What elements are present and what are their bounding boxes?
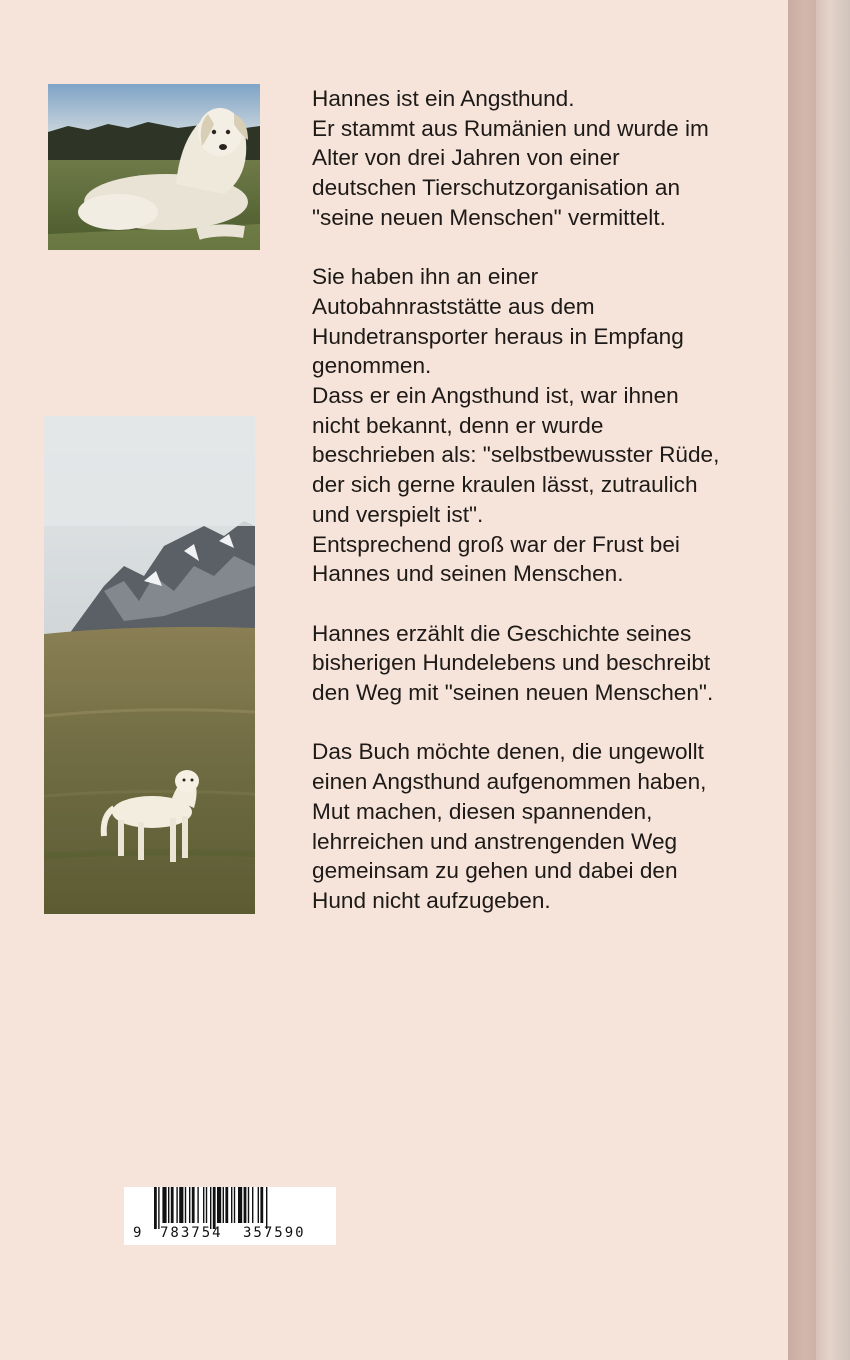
- barcode-bar: [260, 1187, 263, 1223]
- blurb-line: "seine neuen Menschen" vermittelt.: [312, 204, 666, 230]
- blurb-line: Hund nicht aufzugeben.: [312, 887, 551, 913]
- photo-dog-standing-mountain: [44, 416, 255, 914]
- blurb-paragraph-3: [312, 619, 762, 708]
- blurb-line: Er stammt aus Rumänien und wurde im: [312, 115, 709, 141]
- blurb-line: einen Angsthund aufgenommen haben,: [312, 769, 707, 795]
- barcode-bar: [258, 1187, 259, 1223]
- blurb-line: genommen.: [312, 353, 432, 379]
- barcode-right-digits: 357590: [243, 1225, 306, 1241]
- book-spine: [788, 0, 816, 1360]
- barcode-bar: [168, 1187, 169, 1223]
- blurb-line: deutschen Tierschutzorganisation an: [312, 175, 681, 201]
- barcode-bar: [231, 1187, 232, 1223]
- barcode-bar: [223, 1187, 224, 1223]
- front-cover-edge: [816, 0, 850, 1360]
- blurb-line: bisherigen Hundelebens und beschreibt: [312, 650, 711, 676]
- barcode-digits: [124, 1223, 336, 1245]
- blurb-line: den Weg mit "seinen neuen Menschen".: [312, 680, 714, 706]
- blurb-paragraph-4: [312, 737, 762, 915]
- barcode-first-digit: 9: [133, 1225, 142, 1241]
- blurb-line: Hundetransporter heraus in Empfang: [312, 323, 684, 349]
- barcode-bar: [192, 1187, 195, 1223]
- blurb-paragraph-1: [312, 84, 762, 233]
- barcode-bar: [179, 1187, 183, 1223]
- barcode-bar: [171, 1187, 174, 1223]
- blurb-line: Hannes ist ein Angsthund.: [312, 86, 575, 111]
- blurb-line: Hannes erzählt die Geschichte seines: [312, 620, 692, 646]
- blurb-line: Hannes und seinen Menschen.: [312, 561, 624, 587]
- dog-mountain-illustration: [44, 416, 255, 914]
- blurb-line: Das Buch möchte denen, die ungewollt: [312, 739, 704, 765]
- blurb-line: gemeinsam zu gehen und dabei den: [312, 858, 678, 884]
- photo-dog-lying-in-grass: [48, 84, 260, 250]
- blurb-line: und verspielt ist".: [312, 501, 484, 527]
- barcode-bar: [234, 1187, 235, 1223]
- barcode-bar: [217, 1187, 221, 1223]
- barcode-bar: [206, 1187, 207, 1223]
- blurb-line: Sie haben ihn an einer: [312, 264, 539, 290]
- blurb-line: Dass er ein Angsthund ist, war ihnen: [312, 383, 679, 409]
- barcode-bar: [185, 1187, 186, 1223]
- blurb-paragraph-2: [312, 262, 762, 589]
- barcode-bar: [225, 1187, 228, 1223]
- barcode-bar: [162, 1187, 166, 1223]
- barcode-bar: [189, 1187, 190, 1223]
- barcode-bar: [238, 1187, 242, 1223]
- barcode-bar: [176, 1187, 177, 1223]
- isbn-barcode: [124, 1187, 336, 1245]
- blurb-line: der sich gerne kraulen lässt, zutraulich: [312, 472, 698, 498]
- blurb-line: Autobahnraststätte aus dem: [312, 293, 595, 319]
- barcode-bar: [203, 1187, 204, 1223]
- blurb-line: beschrieben als: "selbstbewusster Rüde,: [312, 442, 720, 468]
- blurb-text: [312, 84, 762, 945]
- blurb-line: Alter von drei Jahren von einer: [312, 145, 620, 171]
- barcode-bar: [244, 1187, 247, 1223]
- barcode-bar: [252, 1187, 253, 1223]
- barcode-left-digits: 783754: [160, 1225, 223, 1241]
- dog-lying-illustration: [48, 84, 260, 250]
- blurb-line: Entsprechend groß war der Frust bei: [312, 531, 680, 557]
- blurb-line: Mut machen, diesen spannenden,: [312, 798, 653, 824]
- barcode-bar: [197, 1187, 198, 1223]
- blurb-line: nicht bekannt, denn er wurde: [312, 412, 604, 438]
- blurb-line: lehrreichen und anstrengenden Weg: [312, 828, 678, 854]
- barcode-bar: [248, 1187, 249, 1223]
